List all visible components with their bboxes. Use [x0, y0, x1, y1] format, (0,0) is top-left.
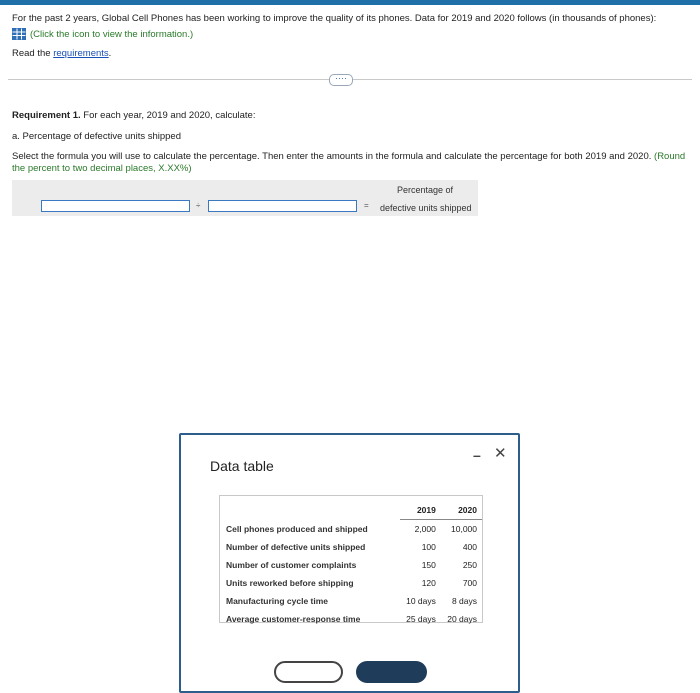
problem-intro: For the past 2 years, Global Cell Phones has been working to improve the quality of its phones. Data for 2019 and 2020 follows (in thousands of phones):: [12, 13, 657, 24]
formula-area: [12, 180, 478, 216]
requirement-label: Requirement 1.: [12, 110, 81, 121]
col-header-2019: 2019: [400, 501, 441, 520]
part-a-label: a. Percentage of defective units shipped: [12, 131, 182, 142]
modal-title: Data table: [210, 458, 274, 474]
numerator-input[interactable]: [41, 200, 190, 212]
table-row: [224, 610, 482, 628]
col-header-2020: 2020: [441, 501, 482, 520]
table-row: [224, 520, 482, 539]
read-prefix: Read the: [12, 48, 54, 59]
value-2019: 120: [421, 578, 436, 588]
requirement-heading: [12, 110, 255, 121]
data-table-frame: [219, 495, 483, 623]
read-requirements-line: [12, 48, 111, 59]
value-2020: 8 days: [451, 596, 477, 606]
denominator-input[interactable]: [208, 200, 357, 212]
value-2019: 25 days: [406, 614, 436, 624]
value-2019: 10 days: [406, 596, 436, 606]
instructions-text: Select the formula you will use to calculate the percentage. Then enter the amounts in the formula and calculate the percentage for both 2019 and 2020.: [12, 151, 652, 162]
equals-operator: =: [364, 201, 369, 210]
data-table: [224, 501, 482, 628]
click-icon-text[interactable]: (Click the icon to view the information.): [30, 28, 194, 40]
value-2020: 20 days: [447, 614, 477, 624]
value-2020: 700: [462, 578, 477, 588]
value-2020: 250: [462, 560, 477, 570]
value-2019: 2,000: [414, 524, 436, 534]
instructions: [12, 151, 692, 175]
divide-operator: ÷: [196, 201, 201, 210]
row-label: Cell phones produced and shipped: [226, 523, 368, 534]
table-row: [224, 538, 482, 556]
data-table-modal: [179, 433, 520, 693]
table-row: [224, 574, 482, 592]
value-2019: 100: [421, 542, 436, 552]
data-table-link[interactable]: [12, 28, 193, 40]
table-row: [224, 556, 482, 574]
row-label: Number of customer complaints: [226, 560, 357, 570]
print-button[interactable]: [274, 661, 343, 683]
minimize-icon[interactable]: –: [473, 447, 481, 463]
row-label: Number of defective units shipped: [226, 542, 366, 552]
rounding-hint: (Round the percent to two decimal places, X.XX%): [12, 151, 686, 174]
requirement-text: For each year, 2019 and 2020, calculate:: [80, 110, 256, 121]
value-2020: 400: [462, 542, 477, 552]
table-icon[interactable]: [12, 28, 26, 40]
table-row: [224, 592, 482, 610]
row-label: Average customer-response time: [226, 614, 361, 624]
header-label-cell: [224, 501, 400, 520]
close-icon[interactable]: ✕: [494, 445, 507, 462]
value-2019: 150: [421, 560, 436, 570]
result-label-line2: defective units shipped: [380, 203, 472, 213]
top-accent-bar: [0, 0, 700, 5]
expand-ellipsis-button[interactable]: ····: [329, 74, 353, 86]
result-label-line1: Percentage of: [397, 185, 454, 195]
done-button[interactable]: [356, 661, 427, 683]
table-header-row: [224, 501, 482, 520]
row-label: Units reworked before shipping: [226, 578, 354, 588]
value-2020: 10,000: [451, 524, 477, 534]
read-suffix: .: [108, 48, 112, 59]
row-label: Manufacturing cycle time: [226, 596, 329, 606]
requirements-link[interactable]: requirements: [53, 48, 109, 59]
